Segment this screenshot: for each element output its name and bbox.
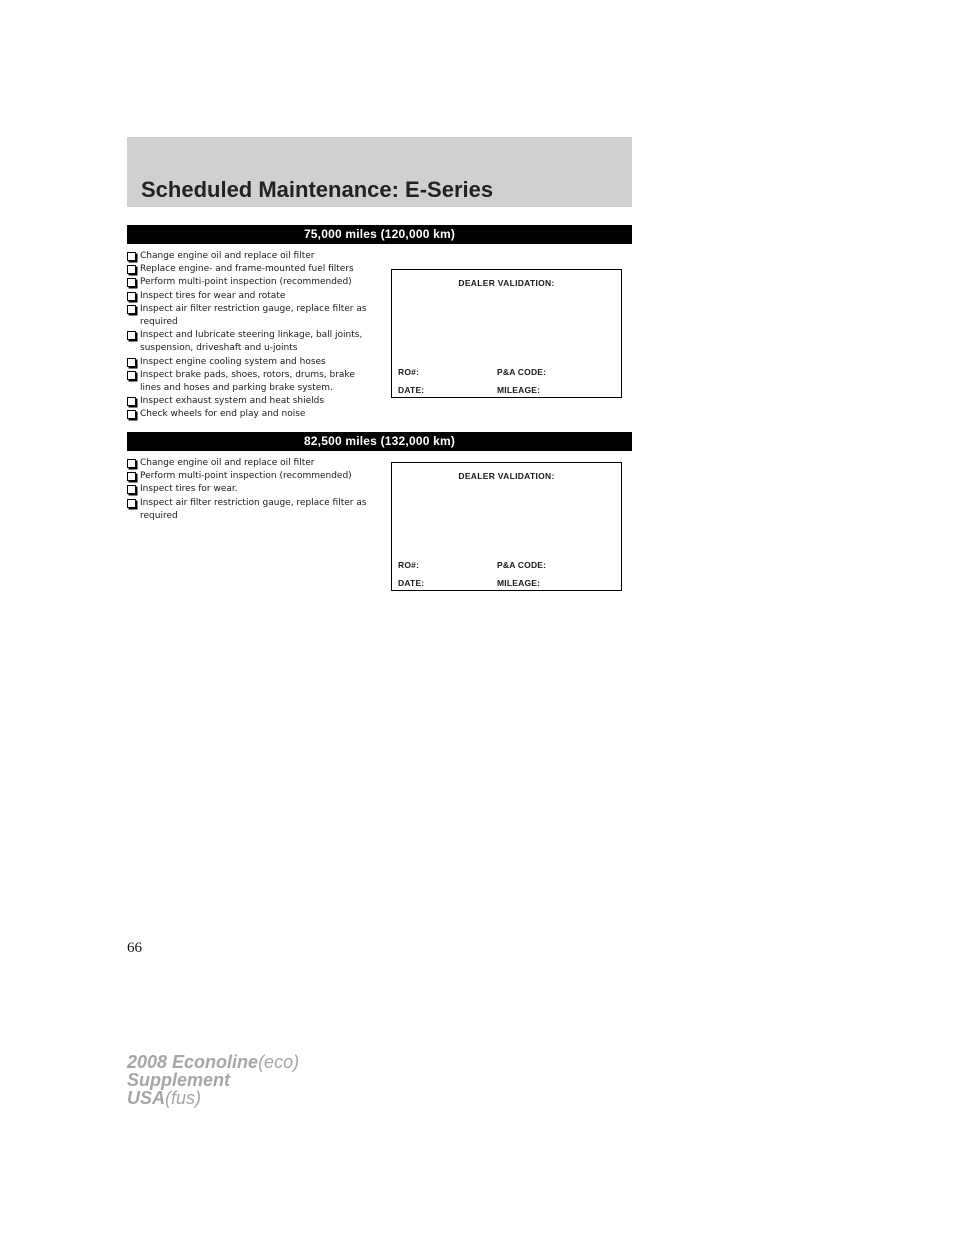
footer-market-code: (fus)	[165, 1088, 202, 1108]
page-number: 66	[127, 940, 142, 956]
task-label: Perform multi-point inspection (recommended)	[140, 471, 352, 482]
task-item	[127, 408, 375, 421]
task-label: Check wheels for end play and noise	[140, 409, 306, 420]
date-field[interactable]: DATE:	[398, 385, 425, 395]
footer-line-model	[127, 1053, 299, 1071]
task-label: Inspect exhaust system and heat shields	[140, 396, 325, 407]
dealer-validation-box	[391, 269, 622, 398]
task-label: Inspect air filter restriction gauge, replace filter as required	[140, 303, 367, 328]
task-label: Inspect tires for wear.	[140, 484, 238, 495]
task-list	[127, 250, 375, 422]
task-label: Inspect and lubricate steering linkage, ball joints, suspension, driveshaft and u-joints	[140, 330, 363, 354]
maintenance-section-82500	[127, 432, 632, 592]
ro-number-field[interactable]: RO#:	[398, 367, 420, 377]
checkbox-icon[interactable]	[127, 331, 136, 340]
task-label: Inspect engine cooling system and hoses	[140, 356, 326, 367]
checkbox-icon[interactable]	[127, 397, 136, 406]
task-item	[127, 369, 375, 395]
task-label: Inspect brake pads, shoes, rotors, drums, brake lines and hoses and parking brake system.	[140, 369, 355, 394]
task-label: Change engine oil and replace oil filter	[140, 251, 315, 261]
task-label: Perform multi-point inspection (recommended)	[140, 277, 352, 288]
footer-line-supplement: Supplement	[127, 1070, 231, 1090]
task-item	[127, 303, 375, 329]
task-label: Change engine oil and replace oil filter	[140, 458, 315, 468]
task-label: Inspect air filter restriction gauge, replace filter as required	[140, 497, 367, 521]
ro-number-field[interactable]: RO#:	[398, 560, 420, 570]
footer-model-code: (eco)	[258, 1052, 300, 1072]
task-label: Inspect tires for wear and rotate	[140, 290, 286, 301]
section-heading: 75,000 miles (120,000 km)	[127, 225, 632, 244]
task-item	[127, 290, 375, 303]
pa-code-field[interactable]: P&A CODE:	[497, 367, 547, 377]
task-item	[127, 329, 375, 355]
task-item	[127, 457, 375, 470]
checkbox-icon[interactable]	[127, 265, 136, 274]
footer	[127, 1053, 299, 1107]
dealer-validation-title: DEALER VALIDATION:	[458, 278, 555, 288]
checkbox-icon[interactable]	[127, 472, 136, 481]
task-item	[127, 250, 375, 263]
checkbox-icon[interactable]	[127, 252, 136, 261]
checkbox-icon[interactable]	[127, 358, 136, 367]
footer-model: 2008 Econoline	[127, 1052, 259, 1072]
checkbox-icon[interactable]	[127, 459, 136, 468]
maintenance-section-75000	[127, 225, 632, 425]
checkbox-icon[interactable]	[127, 292, 136, 301]
mileage-field[interactable]: MILEAGE:	[497, 385, 541, 395]
task-item	[127, 395, 375, 408]
checkbox-icon[interactable]	[127, 410, 136, 419]
checkbox-icon[interactable]	[127, 499, 136, 508]
dealer-validation-title: DEALER VALIDATION:	[458, 471, 555, 481]
task-item	[127, 263, 375, 276]
checkbox-icon[interactable]	[127, 305, 136, 314]
section-heading: 82,500 miles (132,000 km)	[127, 432, 632, 451]
footer-market: USA	[127, 1088, 166, 1108]
task-item	[127, 470, 375, 483]
dealer-validation-box	[391, 462, 622, 591]
checkbox-icon[interactable]	[127, 371, 136, 380]
header-band	[127, 137, 632, 207]
footer-line-market	[127, 1089, 299, 1107]
checkbox-icon[interactable]	[127, 278, 136, 287]
task-item	[127, 276, 375, 289]
task-list	[127, 457, 375, 523]
task-label: Replace engine- and frame-mounted fuel filters	[140, 264, 354, 275]
task-item	[127, 497, 375, 523]
page-title: Scheduled Maintenance: E-Series	[141, 177, 494, 202]
task-item	[127, 356, 375, 369]
task-item	[127, 483, 375, 496]
mileage-field[interactable]: MILEAGE:	[497, 578, 541, 588]
date-field[interactable]: DATE:	[398, 578, 425, 588]
checkbox-icon[interactable]	[127, 485, 136, 494]
pa-code-field[interactable]: P&A CODE:	[497, 560, 547, 570]
